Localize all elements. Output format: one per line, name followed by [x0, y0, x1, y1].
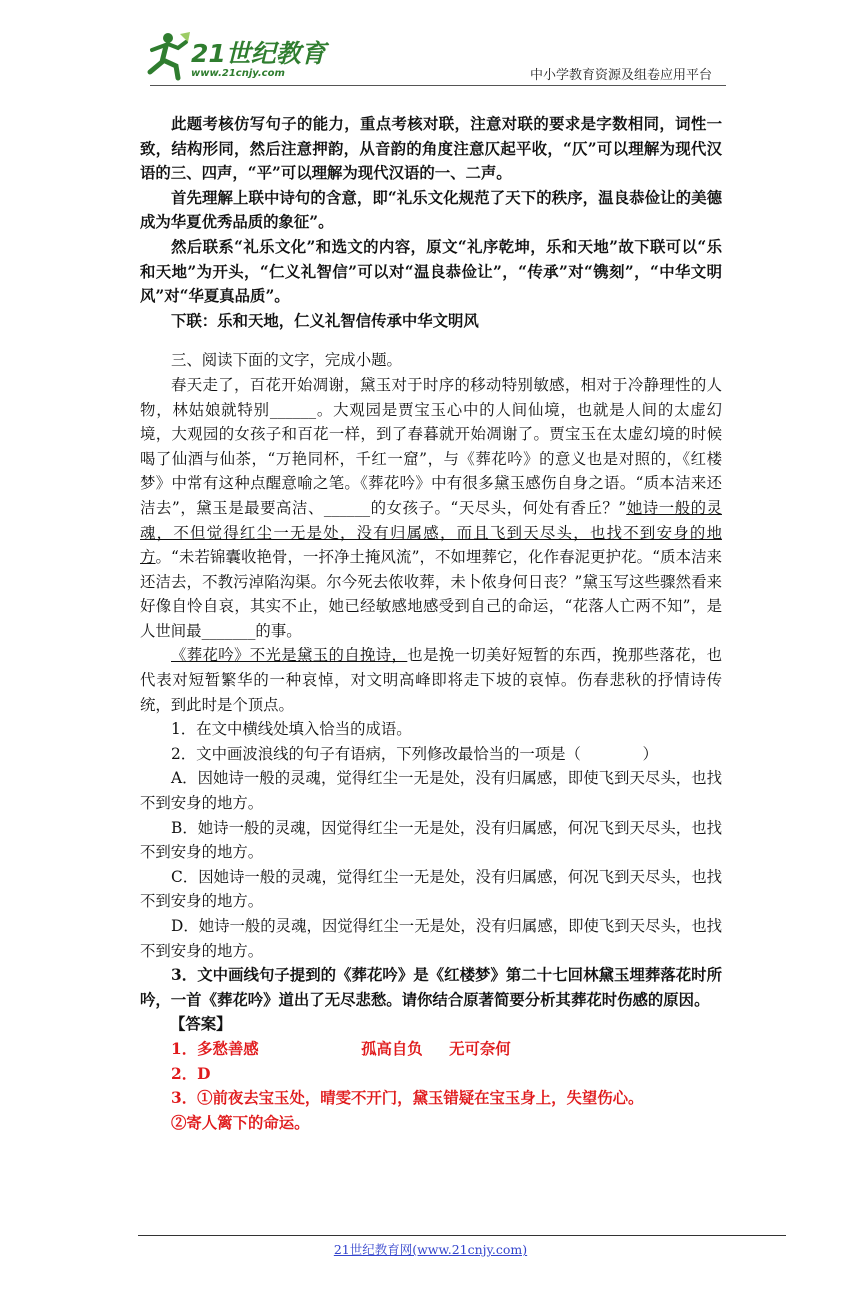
site-logo[interactable]: [138, 28, 338, 84]
wavy-underlined-sentence: 她诗一般的灵魂，不但觉得红尘一无是处，没有归属感，而且飞到天尽头，也找不到安身的地方: [140, 498, 722, 567]
answer-3-line-2: ②寄人篱下的命运。: [171, 1113, 310, 1132]
reading-text: 。“未若锦囊收艳骨，一抔净土掩风流”，不如埋葬它，化作春泥更护花。“质本洁来还洁去，不教污淖陷沟渠。尔今死去侬收葬，未卜侬身何日丧？”黛玉写这些骤然看来好像自怜自哀，其实不止，她已经敏感地感受到自己的命运，“花落人亡两不知”，是人世间最_______的事。: [140, 548, 722, 640]
answer-3-line-1: 3．①前夜去宝玉处，晴雯不开门，黛玉错疑在宝玉身上，失望伤心。: [171, 1089, 644, 1108]
answer-1-item-2: 孤高自负: [361, 1039, 423, 1058]
footer-link[interactable]: 21世纪教育网(www.21cnjy.com): [333, 1242, 528, 1257]
question-2: 2．文中画波浪线的句子有语病，下列修改最恰当的一项是（ ）: [171, 744, 658, 763]
answer-1: [140, 1037, 722, 1062]
header-tagline: 中小学教育资源及组卷应用平台: [529, 68, 712, 83]
logo-title: 21世纪教育: [191, 39, 326, 68]
document-body: [140, 112, 722, 1135]
question-1: 1．在文中横线处填入恰当的成语。: [171, 720, 412, 739]
page-header: [138, 28, 726, 86]
reading-paragraph-2: [140, 643, 722, 717]
explanation-paragraph-3: 然后联系“礼乐文化”和选文的内容，原文“礼序乾坤，乐和天地”故下联可以“乐和天地”为开头，“仁义礼智信”可以对“温良恭俭让”，“传承”对“镌刻”，“中华文明风”对“华夏真品质”。: [140, 237, 722, 306]
reading-paragraph-1: [140, 373, 722, 644]
header-divider: [150, 85, 726, 86]
option-a: A．因她诗一般的灵魂，觉得红尘一无是处，没有归属感，即使飞到天尽头，也找不到安身的地方。: [140, 769, 722, 813]
explanation-paragraph-2: 首先理解上联中诗句的含意，即“礼乐文化规范了天下的秩序，温良恭俭让的美德成为华夏优秀品质的象征”。: [140, 188, 722, 232]
section-heading: 三、阅读下面的文字，完成小题。: [171, 351, 402, 370]
spacer: [140, 333, 722, 348]
footer-divider: [138, 1235, 786, 1236]
option-b: B．她诗一般的灵魂，因觉得红尘一无是处，没有归属感，何况飞到天尽头，也找不到安身的地方。: [140, 818, 722, 862]
reading-text: 春天走了，百花开始凋谢，黛玉对于时序的移动特别敏感，相对于冷静理性的人物，林姑娘就特别______。大观园是贾宝玉心中的人间仙境，也就是人间的太虚幻境，大观园的女孩子和百花一样，到了春暮就开始凋谢了。贾宝玉在太虚幻境的时候喝了仙酒与仙茶，“万艳同杯，千红一窟”，与《葬花吟》的意义也是对照的，《红楼梦》中常有这种点醒意喻之笔。《葬花吟》中有很多黛玉感伤自身之语。“质本洁来还洁去”，黛玉是最要高洁、______的女孩子。“天尽头，何处有香丘？”: [140, 375, 722, 517]
explanation-paragraph-1: 此题考核仿写句子的能力，重点考核对联，注意对联的要求是字数相同，词性一致，结构形同，然后注意押韵，从音韵的角度注意仄起平收，“仄”可以理解为现代汉语的三、四声，“平”可以理解为现代汉语的一、二声。: [140, 115, 722, 183]
runner-logo-icon: [138, 28, 194, 84]
logo-url: www.21cnjy.com: [191, 68, 285, 79]
answer-1-item-1: 多愁善感: [197, 1039, 259, 1058]
answer-2: 2．D: [171, 1064, 211, 1083]
option-c: C．因她诗一般的灵魂，觉得红尘一无是处，没有归属感，何况飞到天尽头，也找不到安身的地方。: [140, 867, 722, 911]
answer-label: 【答案】: [170, 1015, 232, 1034]
option-d: D．她诗一般的灵魂，因觉得红尘一无是处，没有归属感，即使飞到天尽头，也找不到安身的地方。: [140, 917, 723, 960]
answer-1-number: 1．: [171, 1039, 198, 1058]
reading-text: 也是挽一切美好短暂的东西，挽那些落花，也代表对短暂繁华的一种哀悼，对文明高峰即将走下坡的哀悼。伤春悲秋的抒情诗传统，到此时是个顶点。: [140, 646, 722, 714]
explanation-paragraph-4: 下联：乐和天地，仁义礼智信传承中华文明风: [171, 311, 479, 330]
question-3: 3．文中画线句子提到的《葬花吟》是《红楼梦》第二十七回林黛玉埋葬落花时所吟，一首《葬花吟》道出了无尽悲愁。请你结合原著简要分析其葬花时伤感的原因。: [140, 966, 722, 1009]
underlined-sentence: 《葬花吟》不光是黛玉的自挽诗，: [171, 646, 408, 665]
answer-1-item-3: 无可奈何: [449, 1039, 511, 1058]
